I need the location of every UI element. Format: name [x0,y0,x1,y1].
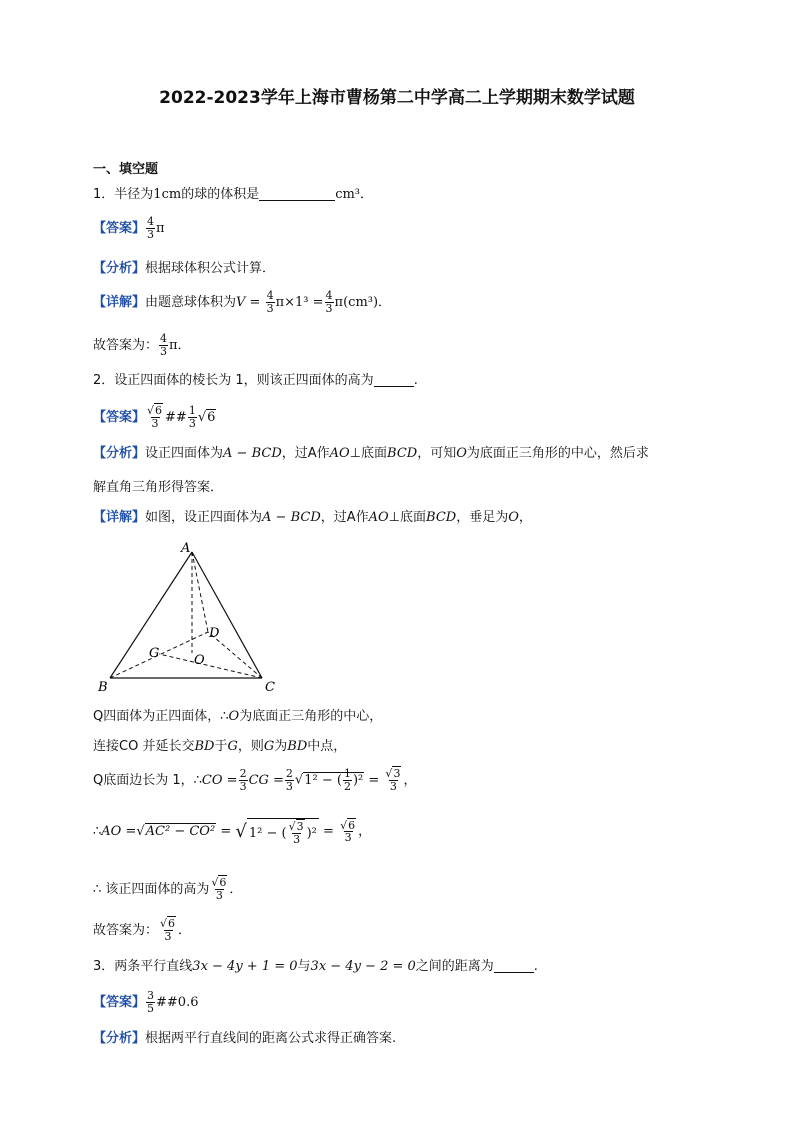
q2-text: 设正四面体的棱长为 1，则该正四面体的高为 [114,373,374,388]
q1-detail-text: 由题意球体积为 [145,294,237,310]
label-c: C [265,680,275,695]
q2-analysis: 【分析】 设正四面体为 A − BCD ，过A作 AO ⊥底面 BCD ，可知 O 为底面正三角形的中心，然后求 [93,446,649,461]
q3-answer: 【答案】 $\frac{3}{5}$ ##0.6 [93,989,199,1015]
q1-detail-mid: π×1³ = [275,294,324,310]
analysis-label: 【分析】 [93,261,146,276]
q2-detail: 【详解】 如图，设正四面体为 A − BCD ，过A作 AO ⊥底面 BCD ，垂足为 O ， [93,510,532,525]
q1-unit-cm: 1cm [153,187,182,202]
q2-step4: ∴ AO = √AC² − CO² = √ 1² − ( $\frac{√3}{3}$ )² = $\frac{√6}{3}$ ， [93,818,372,846]
q1-answer-fraction: $\frac{4}{3}$ [147,215,155,241]
answer-label: 【答案】 [93,409,146,425]
tetrahedron-figure [95,540,285,695]
q1-detail-end: π(cm³)． [334,294,392,310]
page-title: 2022-2023学年上海市曹杨第二中学高二上学期期末数学试题 [159,88,635,108]
q1-final-frac: $\frac{4}{3}$ [160,332,168,358]
edge-ad [192,552,208,632]
q2-analysis-line2: 解直角三角形得答案． [93,480,224,495]
q1-var-v: V [236,294,246,310]
q2-text-end: . [413,373,418,388]
q1-detail: 【详解】 由题意球体积为 V = $\frac{4}{3}$ π×1³ = $\frac{4}{3}$ π(cm³)． [93,289,392,315]
q2-answer-alt-sqrt: √6 [197,409,216,425]
section-heading: 一、填空题 [93,162,159,177]
q2-step5: ∴ 该正四面体的高为 $\frac{√6}{3}$ ． [93,876,243,902]
q2-step3: Q底面边长为 1，∴ CO = $\frac{2}{3}$ CG = $\frac{2}{3}$ √1² − ( $\frac{1}{2}$ )² = $\frac{√3}{3}$ ， [93,767,417,793]
answer-label: 【答案】 [93,220,146,236]
q1-question [93,188,373,201]
q2-answer [93,405,216,429]
analysis-label: 【分析】 [93,446,146,461]
q1-final-end: π． [169,337,191,353]
q1-analysis-text: 根据球体积公式计算． [145,261,276,276]
detail-label: 【详解】 [93,294,146,310]
q1-detail-frac1: $\frac{4}{3}$ [266,289,274,315]
q2-answer-frac: $\frac{√6}{3}$ [147,404,163,430]
label-d: D [209,626,220,641]
label-o: O [194,653,205,668]
detail-label: 【详解】 [93,510,146,525]
label-g: G [149,646,160,661]
q3-blank [494,960,534,973]
q1-final-text: 故答案为： [93,337,159,353]
q1-text-a: 半径为 [114,187,154,202]
q2-step1: Q四面体为正四面体，∴ O 为底面正三角形的中心， [93,709,383,724]
q3-question: 3． 两条平行直线 3x − 4y + 1 = 0 与 3x − 4y − 2 = 0 之间的距离为 . [93,959,538,974]
q1-answer [93,216,165,240]
q1-text-b: 的球的体积是 [181,187,260,202]
q1-final [93,333,191,357]
label-a: A [181,541,191,556]
pi-symbol: π [156,220,165,236]
answer-label: 【答案】 [93,994,146,1010]
segment-cg [159,654,262,678]
q1-unit-cm3: cm³． [335,187,374,202]
label-b: B [98,680,108,695]
q2-question [93,374,418,387]
q1-blank [259,188,335,201]
q1-number: 1． [93,187,115,202]
q2-blank [374,374,414,387]
q2-answer-alt-frac: $\frac{1}{3}$ [188,404,196,430]
q3-analysis: 【分析】 根据两平行直线间的距离公式求得正确答案. [93,1031,397,1046]
q1-analysis [93,262,275,275]
q1-detail-frac2: $\frac{4}{3}$ [325,289,333,315]
q2-number: 2． [93,373,115,388]
analysis-label: 【分析】 [93,1031,146,1046]
q2-final: 故答案为： $\frac{√6}{3}$ ． [93,917,192,943]
q2-step2: 连接CO 并延长交 BD 于 G ，则 G 为 BD 中点， [93,739,347,754]
q2-answer-sep: ## [165,409,187,425]
